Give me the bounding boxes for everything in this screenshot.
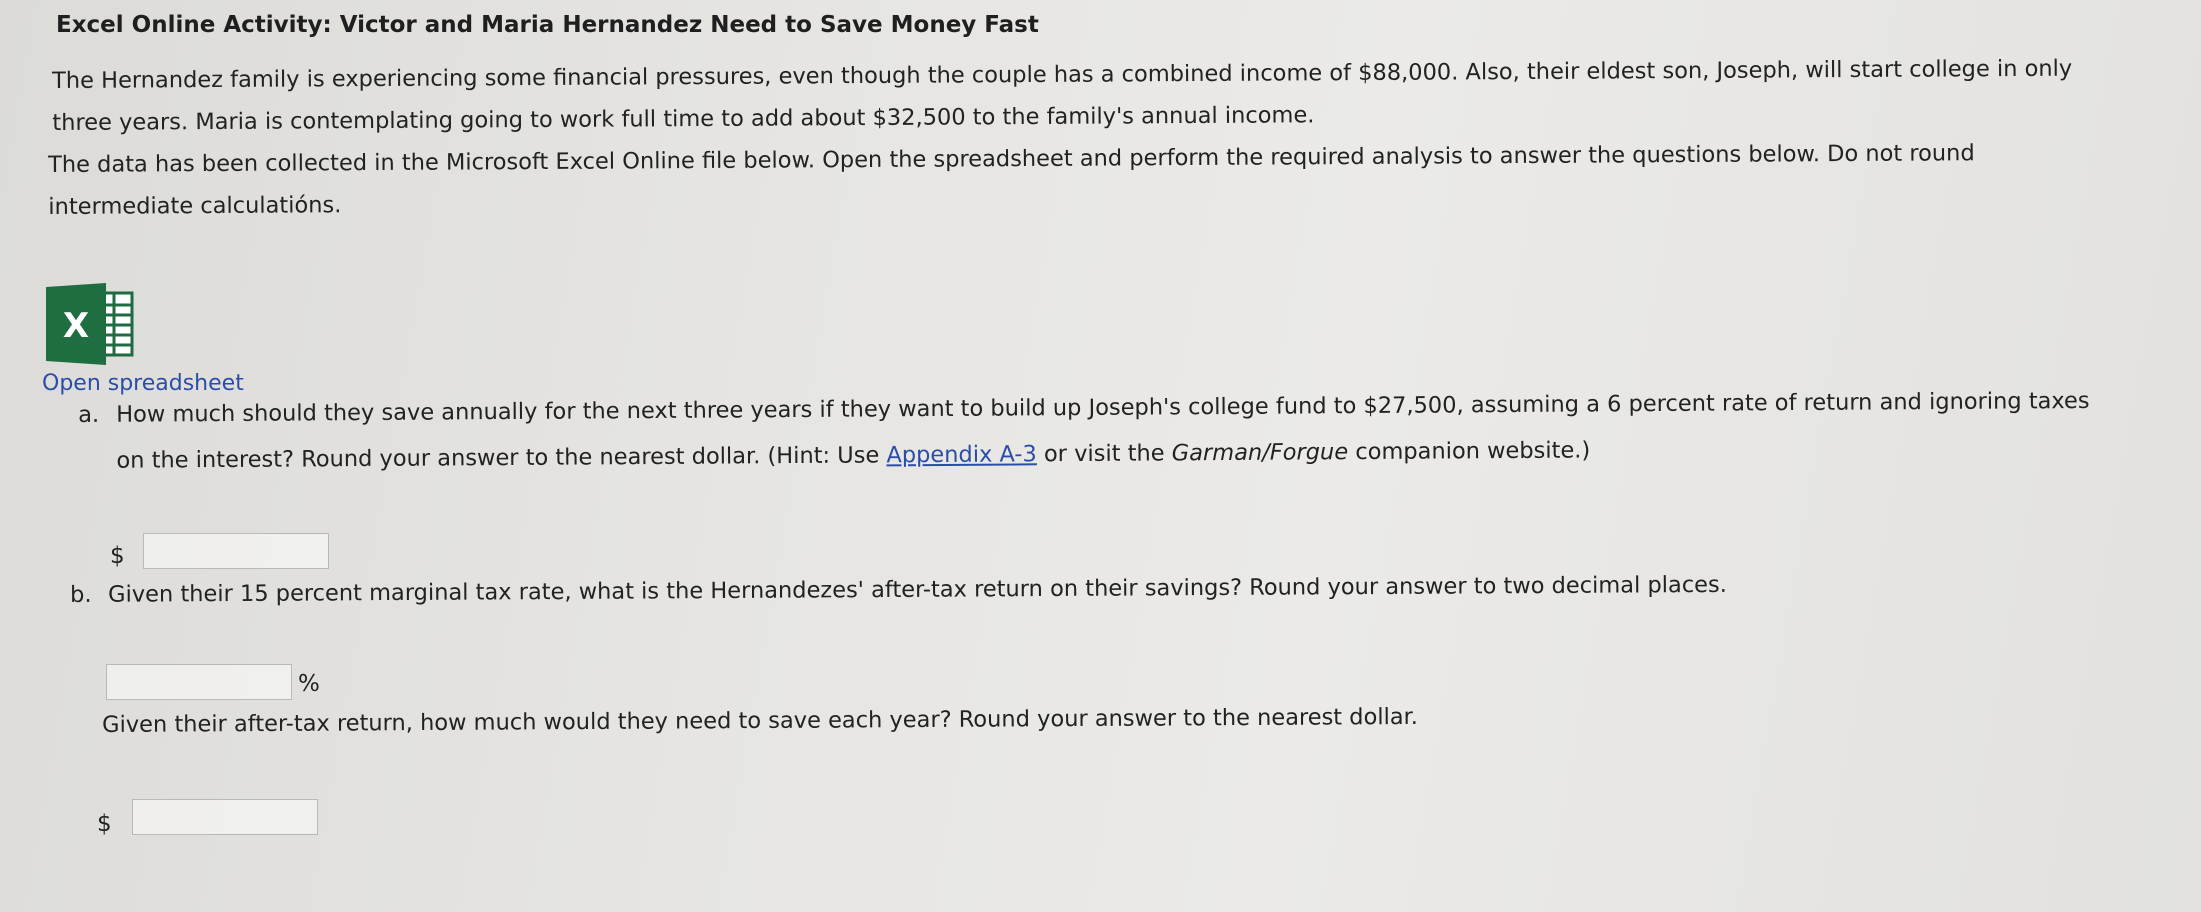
answer-a-input[interactable] — [143, 533, 329, 569]
instructions-line-1: The data has been collected in the Microsoft Excel Online file below. Open the spreadsheet and perform the required analysis to answer the questions below. Do not round — [48, 140, 1975, 178]
instructions-line-2: intermediate calculatións. — [48, 192, 342, 220]
open-spreadsheet-link[interactable]: Open spreadsheet — [42, 371, 244, 396]
appendix-a3-link[interactable]: Appendix A-3 — [886, 441, 1037, 469]
excel-icon-letter: X — [62, 306, 90, 346]
instructions-paragraph — [48, 132, 1975, 228]
answer-b-suffix: % — [298, 671, 320, 697]
answer-b-input[interactable] — [106, 664, 292, 700]
excel-icon-graphic — [44, 283, 136, 365]
answer-c-input[interactable] — [132, 799, 318, 835]
intro-paragraph — [52, 48, 2073, 144]
question-a-letter: a. — [78, 401, 100, 428]
answer-c-prefix: $ — [97, 811, 112, 837]
question-b-letter: b. — [70, 581, 92, 608]
question-b-text: Given their 15 percent marginal tax rate, what is the Hernandezes' after-tax return on their savings? Round your answer to two decimal places. — [108, 571, 1727, 608]
question-a-italic: Garman/Forgue — [1171, 439, 1349, 467]
answer-a-prefix: $ — [110, 543, 125, 569]
excel-icon[interactable] — [44, 283, 136, 365]
question-b — [70, 562, 1727, 618]
question-a-text-2c: companion website.) — [1348, 437, 1591, 466]
question-a-text-2a: on the interest? Round your answer to the nearest dollar. (Hint: Use — [116, 442, 887, 474]
page-title: Excel Online Activity: Victor and Maria Hernandez Need to Save Money Fast — [56, 12, 1039, 38]
question-a-text: How much should they save annually for the next three years if they want to build up Joseph's college fund to $27,500, assuming a 6 percent rate of return and ignoring taxes — [116, 387, 2090, 428]
question-a-text-2b: or visit the — [1036, 440, 1172, 468]
question-c: Given their after-tax return, how much would they need to save each year? Round your answer to the nearest dollar. — [102, 703, 1419, 738]
question-a — [78, 378, 2090, 484]
intro-line-2: three years. Maria is contemplating going to work full time to add about $32,500 to the family's annual income. — [52, 102, 1315, 136]
intro-line-1: The Hernandez family is experiencing some financial pressures, even though the couple has a combined income of $88,000. Also, their eldest son, Joseph, will start college in only — [52, 55, 2073, 94]
